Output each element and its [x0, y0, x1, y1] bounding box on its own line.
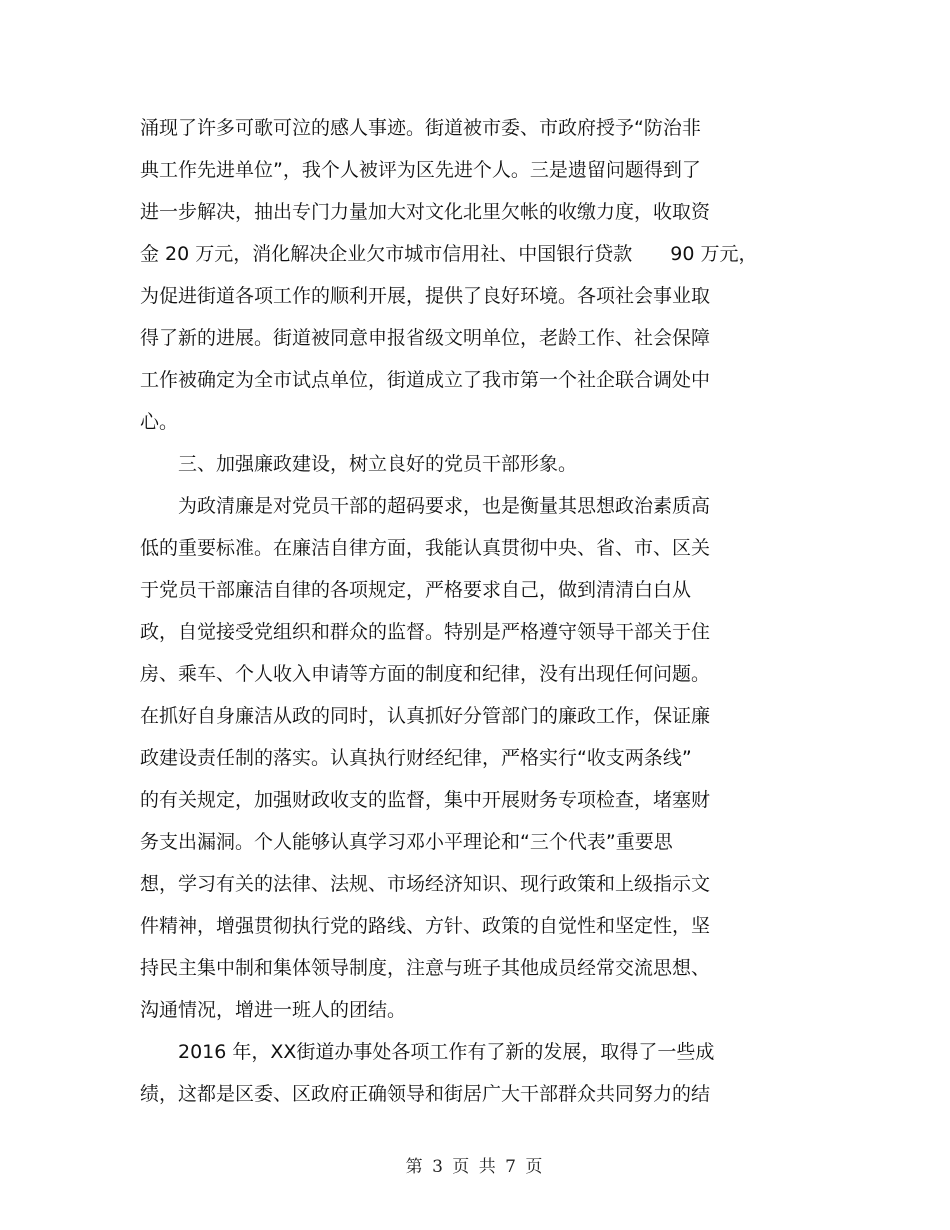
body-line: 涌现了许多可歌可泣的感人事迹。街道被市委、市政府授予“防治非 [140, 117, 701, 139]
body-line: 为促进街道各项工作的顺利开展，提供了良好环境。各项社会事业取 [140, 285, 711, 307]
body-line: 沟通情况，增进一班人的团结。 [140, 999, 407, 1021]
body-line: 2016 年，XX街道办事处各项工作有了新的发展，取得了一些成 [140, 1041, 715, 1063]
page-number: 第 3 页 共 7 页 [405, 1157, 545, 1177]
body-line: 于党员干部廉洁自律的各项规定，严格要求自己，做到清清白白从 [140, 579, 692, 601]
body-line: 在抓好自身廉洁从政的同时，认真抓好分管部门的廉政工作，保证廉 [140, 705, 711, 727]
body-line: 持民主集中制和集体领导制度，注意与班子其他成员经常交流思想、 [140, 957, 711, 979]
body-line: 政，自觉接受党组织和群众的监督。特别是严格遵守领导干部关于住 [140, 621, 711, 643]
body-line: 为政清廉是对党员干部的超码要求，也是衡量其思想政治素质高 [140, 495, 711, 517]
body-line: 低的重要标准。在廉洁自律方面，我能认真贯彻中央、省、市、区关 [140, 537, 711, 559]
body-line: 房、乘车、个人收入申请等方面的制度和纪律，没有出现任何问题。 [140, 663, 711, 685]
body-line: 典工作先进单位”，我个人被评为区先进个人。三是遗留问题得到了 [140, 159, 701, 181]
body-line: 政建设责任制的落实。认真执行财经纪律，严格实行“收支两条线” [140, 747, 692, 769]
body-line: 得了新的进展。街道被同意申报省级文明单位，老龄工作、社会保障 [140, 327, 711, 349]
body-line: 想，学习有关的法律、法规、市场经济知识、现行政策和上级指示文 [140, 873, 711, 895]
body-line: 的有关规定，加强财政收支的监督，集中开展财务专项检查，堵塞财 [140, 789, 711, 811]
body-line: 件精神，增强贯彻执行党的路线、方针、政策的自觉性和坚定性，坚 [140, 915, 711, 937]
section-heading: 三、加强廉政建设，树立良好的党员干部形象。 [140, 453, 578, 475]
body-line: 金 20 万元，消化解决企业欠市城市信用社、中国银行贷款 90 万元， [140, 243, 758, 265]
body-line: 工作被确定为全市试点单位，街道成立了我市第一个社企联合调处中 [140, 369, 711, 391]
body-line: 绩，这都是区委、区政府正确领导和街居广大干部群众共同努力的结 [140, 1083, 711, 1105]
body-line: 务支出漏洞。个人能够认真学习邓小平理论和“三个代表”重要思 [140, 831, 673, 853]
body-line: 心。 [140, 411, 179, 433]
body-line: 进一步解决，抽出专门力量加大对文化北里欠帐的收缴力度，收取资 [140, 201, 711, 223]
